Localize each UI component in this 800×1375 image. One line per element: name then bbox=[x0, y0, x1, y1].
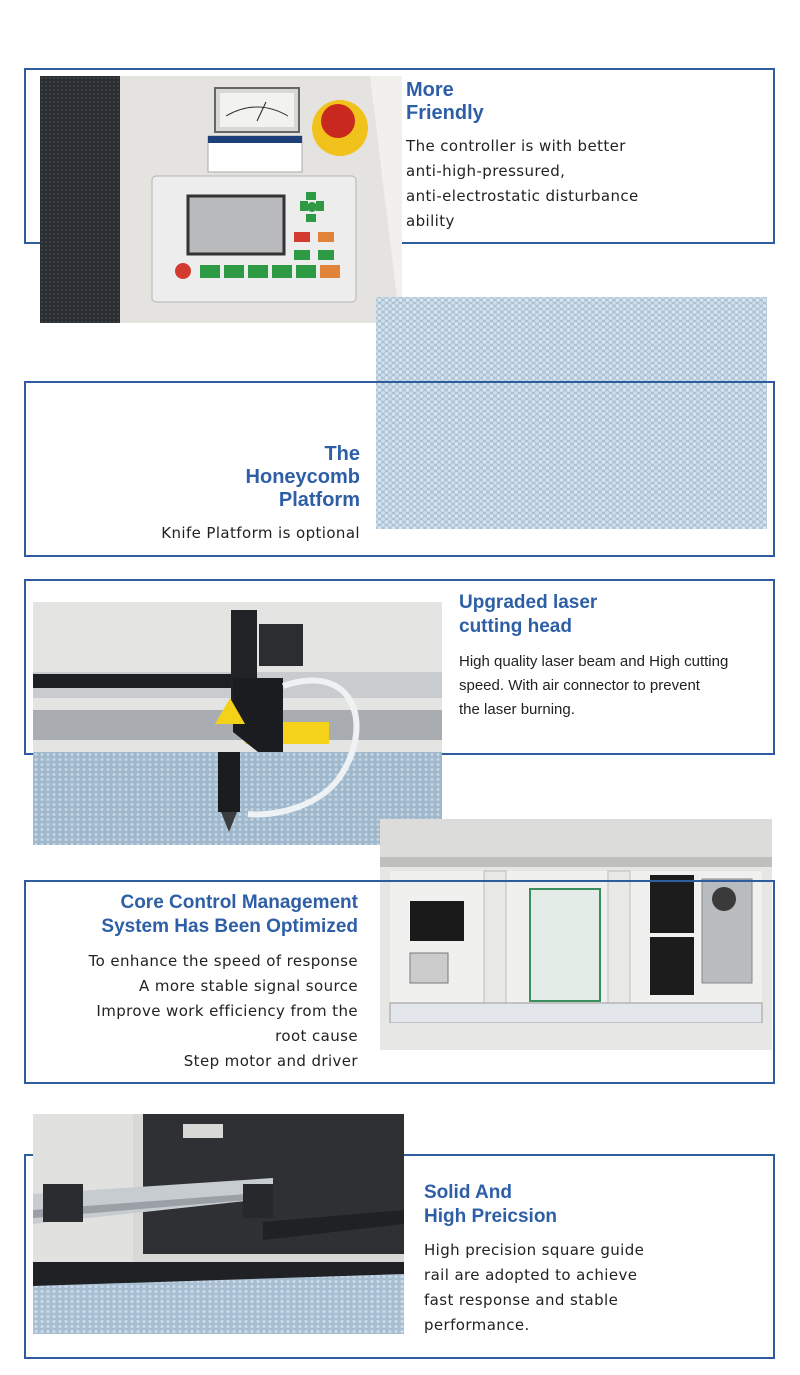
laser-head-illustration bbox=[33, 602, 442, 845]
guide-rail-illustration bbox=[33, 1114, 404, 1334]
section-2-title: The Honeycomb Platform bbox=[245, 443, 360, 511]
controller-panel-illustration bbox=[40, 76, 402, 323]
section-4-title: Core Control Management System Has Been Optimized bbox=[101, 892, 358, 937]
section-1-title: More Friendly bbox=[406, 79, 484, 124]
guide-rail-photo bbox=[33, 1114, 404, 1334]
section-5-title: Solid And High Preicsion bbox=[424, 1182, 558, 1227]
section-2-body: Knife Platform is optional bbox=[161, 524, 360, 542]
section-3-body: High quality laser beam and High cutting speed. With air connector to prevent the laser burning. bbox=[459, 653, 729, 718]
laser-head-photo bbox=[33, 602, 442, 845]
section-1-body: The controller is with better anti-high-pressured, anti-electrostatic disturbance ability bbox=[406, 137, 639, 230]
section-4-body: To enhance the speed of response A more stable signal source Improve work efficiency from the root cause Step motor and driver bbox=[88, 952, 358, 1070]
controller-panel-photo bbox=[40, 76, 402, 323]
section-3-title: Upgraded laser cutting head bbox=[459, 592, 598, 637]
section-5-body: High precision square guide rail are adopted to achieve fast response and stable performance. bbox=[424, 1241, 645, 1334]
